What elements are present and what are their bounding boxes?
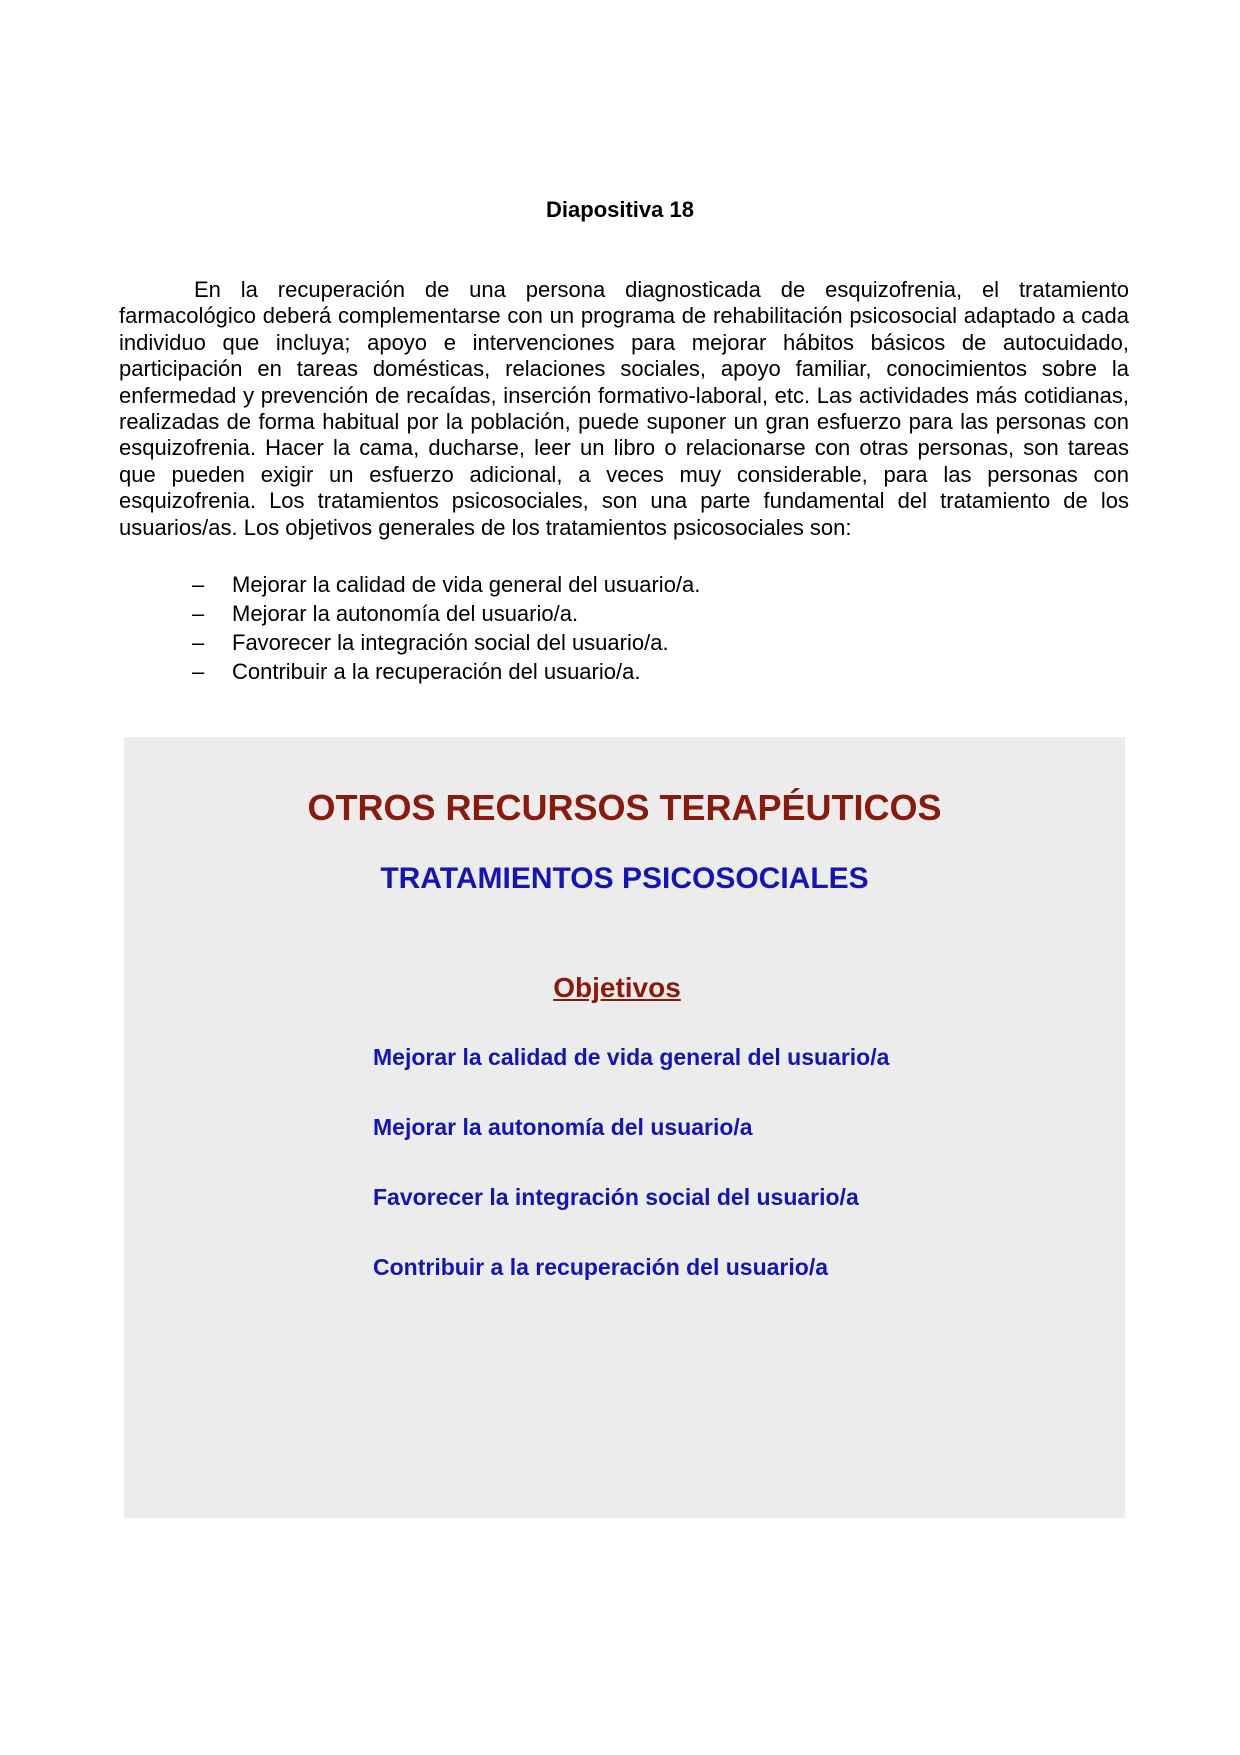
list-item	[190, 570, 1090, 599]
objectives-list	[190, 570, 1090, 686]
list-item	[190, 657, 1090, 686]
slide-heading: Objetivos	[553, 972, 681, 1003]
slide-objectives-list	[373, 1042, 889, 1322]
dash-bullet: –	[192, 601, 205, 626]
dash-bullet: –	[192, 630, 205, 655]
slide-list-item: Contribuir a la recuperación del usuario/a	[373, 1254, 829, 1280]
list-item-text: Mejorar la autonomía del usuario/a.	[232, 601, 579, 626]
dash-bullet: –	[192, 572, 205, 597]
dash-bullet: –	[192, 659, 205, 684]
slide-title: OTROS RECURSOS TERAPÉUTICOS	[307, 787, 942, 828]
list-item-text: Favorecer la integración social del usuario/a.	[232, 630, 669, 655]
page-title: Diapositiva 18	[546, 197, 694, 222]
slide-image	[124, 737, 1125, 1518]
list-item	[190, 599, 1090, 628]
list-item-text: Contribuir a la recuperación del usuario/a.	[232, 659, 641, 684]
intro-paragraph: En la recuperación de una persona diagnosticada de esquizofrenia, el tratamiento farmacológico deberá complementarse con un programa de rehabilitación psicosocial adaptado a cada individuo que incluya; apoyo e intervenciones para mejorar hábitos básicos de autocuidado, participación en tareas domésticas, relaciones sociales, apoyo familiar, conocimientos sobre la enfermedad y prevención de recaídas, inserción formativo-laboral, etc. Las actividades más cotidianas, realizadas de forma habitual por la población, puede suponer un gran esfuerzo para las personas con esquizofrenia. Hacer la cama, ducharse, leer un libro o relacionarse con otras personas, son tareas que pueden exigir un esfuerzo adicional, a veces muy considerable, para las personas con esquizofrenia. Los tratamientos psicosociales, son una parte fundamental del tratamiento de los usuarios/as. Los objetivos generales de los tratamientos psicosociales son:	[119, 277, 1129, 540]
slide-list-item: Mejorar la autonomía del usuario/a	[373, 1114, 753, 1140]
slide-subtitle: TRATAMIENTOS PSICOSOCIALES	[380, 862, 869, 895]
list-item	[190, 628, 1090, 657]
slide-list-item: Mejorar la calidad de vida general del usuario/a	[373, 1044, 890, 1070]
list-item-text: Mejorar la calidad de vida general del usuario/a.	[232, 572, 701, 597]
slide-list-item: Favorecer la integración social del usuario/a	[373, 1184, 859, 1210]
